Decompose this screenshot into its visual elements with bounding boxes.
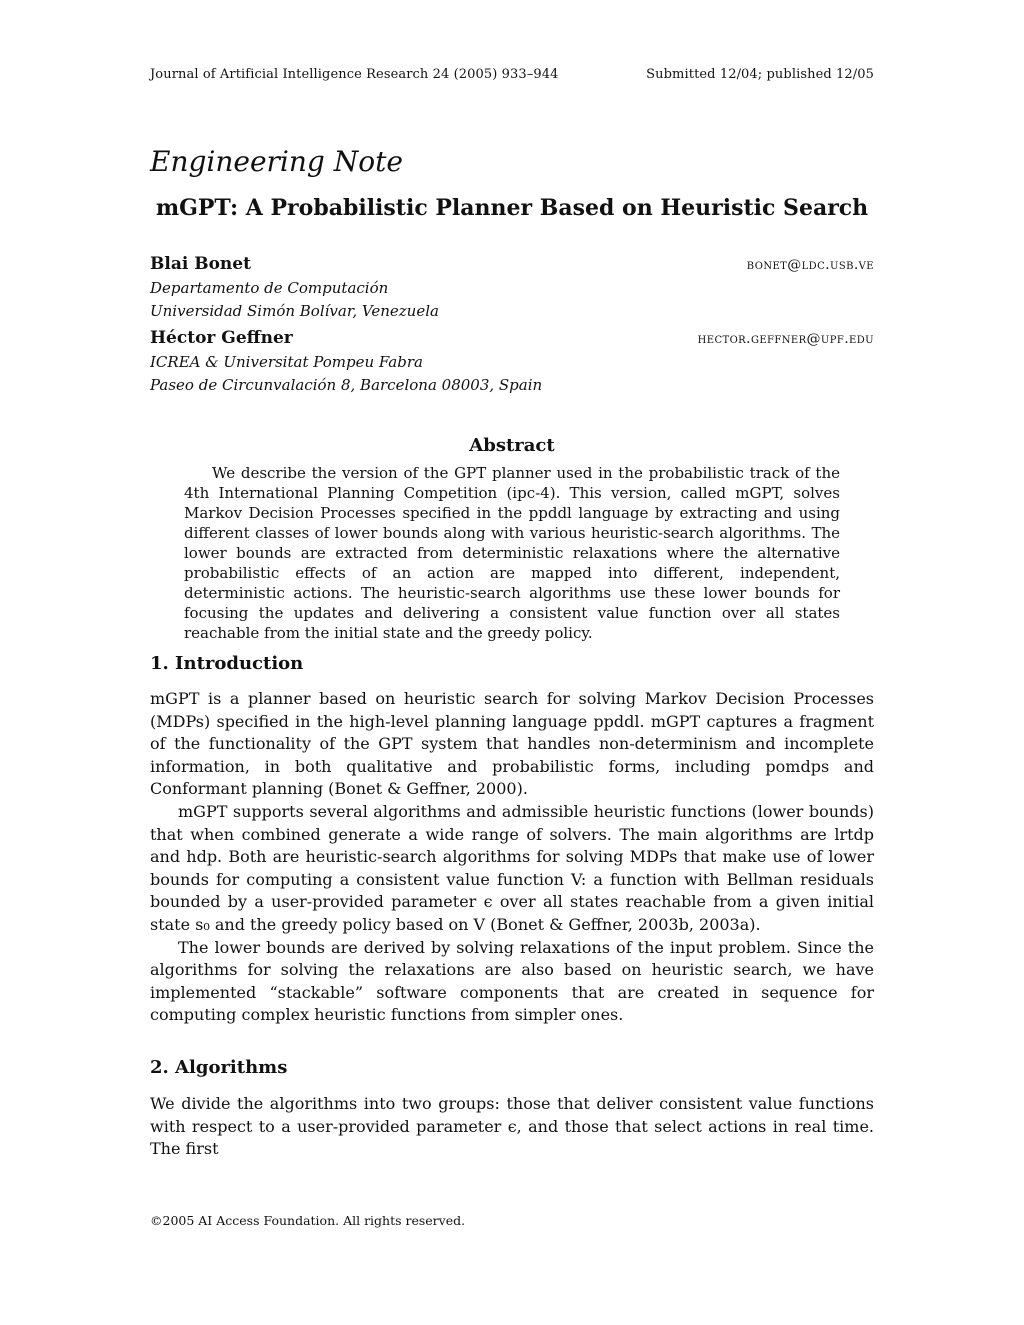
copyright-footer: ©2005 AI Access Foundation. All rights reserved. (150, 1213, 466, 1228)
paragraph: mGPT is a planner based on heuristic search for solving Markov Decision Processes (MDPs) specified in the high-level planning language ppddl. mGPT captures a fragment of the functionality of the GPT system that handles non-determinism and incomplete information, in both qualitative and probabilistic forms, including pomdps and Conformant planning (Bonet & Geffner, 2000). (150, 689, 874, 799)
section-heading-algorithms: 2. Algorithms (150, 1057, 288, 1078)
paragraph: mGPT supports several algorithms and admissible heuristic functions (lower bounds) that when combined generate a wide range of solvers. The main algorithms are lrtdp and hdp. Both are heuristic-search algorithms for solving MDPs that make use of lower bounds for computing a consistent value function V: a function with Bellman residuals bounded by a user-provided parameter ϵ over all states reachable from a given initial state s₀ and the greedy policy based on V (Bonet & Geffner, 2003b, 2003a). (150, 801, 874, 934)
journal-citation: Journal of Artificial Intelligence Research 24 (2005) 933–944 (150, 67, 559, 82)
paragraph: We divide the algorithms into two groups: those that deliver consistent value functions with respect to a user-provided parameter ϵ, and those that select actions in real time. The first (150, 1094, 874, 1159)
paper-title: mGPT: A Probabilistic Planner Based on Heuristic Search (155, 195, 869, 221)
author-name: Héctor Geffner (150, 328, 293, 348)
abstract-text: We describe the version of the GPT planner used in the probabilistic track of the 4th International Planning Competition (ipc-4). This version, called mGPT, solves Markov Decision Processes specified in the ppddl language by extracting and using different classes of lower bounds along with various heuristic-search algorithms. The lower bounds are extracted from deterministic relaxations where the alternative probabilistic effects of an action are mapped into different, independent, deterministic actions. The heuristic-search algorithms use these lower bounds for focusing the updates and delivering a consistent value function over all states reachable from the initial state and the greedy policy. (184, 464, 840, 642)
section-body-introduction (150, 688, 874, 1027)
abstract-heading: Abstract (469, 435, 555, 456)
author-email: hector.geffner@upf.edu (697, 331, 874, 347)
author-affiliation-line: Paseo de Circunvalación 8, Barcelona 08003, Spain (150, 376, 543, 394)
author-affiliation-line: Departamento de Computación (150, 279, 389, 297)
author-name: Blai Bonet (150, 254, 251, 274)
submission-dates: Submitted 12/04; published 12/05 (646, 67, 874, 82)
section-body-algorithms (150, 1093, 874, 1161)
author-affiliation-line: Universidad Simón Bolívar, Venezuela (150, 302, 439, 320)
author-block-2 (150, 328, 874, 394)
author-email: bonet@ldc.usb.ve (746, 257, 874, 273)
author-affiliation-line: ICREA & Universitat Pompeu Fabra (150, 353, 423, 371)
author-block-1 (150, 254, 874, 320)
section-heading-introduction: 1. Introduction (150, 653, 304, 674)
paragraph: The lower bounds are derived by solving relaxations of the input problem. Since the algorithms for solving the relaxations are also based on heuristic search, we have implemented “stackable” software components that are created in sequence for computing complex heuristic functions from simpler ones. (150, 937, 874, 1025)
note-type-label: Engineering Note (150, 145, 403, 178)
running-header (150, 67, 874, 82)
